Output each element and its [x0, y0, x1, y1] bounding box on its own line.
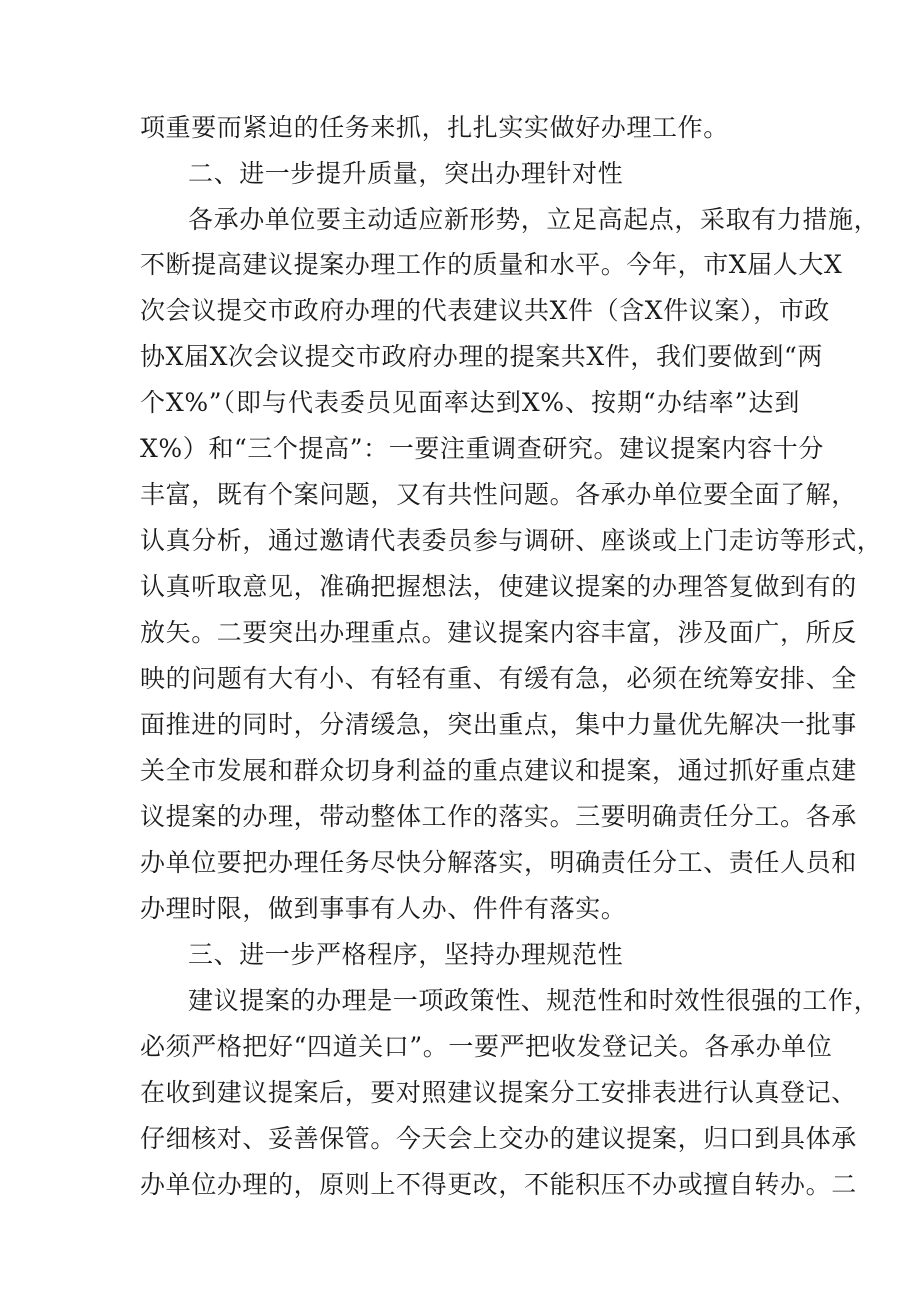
- text-line: 办单位办理的，原则上不得更改，不能积压不办或擅自转办。二: [140, 1170, 857, 1199]
- text-line: 认真分析，通过邀请代表委员参与调研、座谈或上门走访等形式，: [140, 526, 883, 555]
- text-line: 协X届X次会议提交市政府办理的提案共X件，我们要做到“两: [140, 342, 823, 371]
- text-line: 认真听取意见，准确把握想法，使建议提案的办理答复做到有的: [140, 572, 857, 601]
- text-line: X%）和“三个提高”：一要注重调查研究。建议提案内容十分: [140, 434, 824, 463]
- section-heading-3: 三、进一步严格程序，坚持办理规范性: [188, 940, 624, 969]
- text-line: 办单位要把办理任务尽快分解落实，明确责任分工、责任人员和: [140, 848, 857, 877]
- text-line: 仔细核对、妥善保管。今天会上交办的建议提案，归口到具体承: [140, 1124, 857, 1153]
- text-line: 关全市发展和群众切身利益的重点建议和提案，通过抓好重点建: [140, 756, 857, 785]
- section-heading-2: 二、进一步提升质量，突出办理针对性: [188, 159, 624, 188]
- text-line: 项重要而紧迫的任务来抓，扎扎实实做好办理工作。: [140, 113, 729, 142]
- text-line: 建议提案的办理是一项政策性、规范性和时效性很强的工作，: [188, 986, 880, 1015]
- text-line: 办理时限，做到事事有人办、件件有落实。: [140, 894, 627, 923]
- text-line: 个X%”（即与代表委员见面率达到X%、按期“办结率”达到: [140, 388, 800, 417]
- text-line: 面推进的同时，分清缓急，突出重点，集中力量优先解决一批事: [140, 710, 857, 739]
- text-line: 丰富，既有个案问题，又有共性问题。各承办单位要全面了解，: [140, 480, 857, 509]
- text-line: 在收到建议提案后，要对照建议提案分工安排表进行认真登记、: [140, 1078, 857, 1107]
- text-line: 不断提高建议提案办理工作的质量和水平。今年，市X届人大X: [140, 250, 843, 279]
- text-line: 必须严格把好“四道关口”。一要严把收发登记关。各承办单位: [140, 1032, 833, 1061]
- text-line: 次会议提交市政府办理的代表建议共X件（含X件议案），市政: [140, 296, 830, 325]
- text-line: 各承办单位要主动适应新形势，立足高起点，采取有力措施，: [188, 205, 880, 234]
- text-line: 放矢。二要突出办理重点。建议提案内容丰富，涉及面广，所反: [140, 618, 857, 647]
- text-line: 映的问题有大有小、有轻有重、有缓有急，必须在统筹安排、全: [140, 664, 857, 693]
- text-line: 议提案的办理，带动整体工作的落实。三要明确责任分工。各承: [140, 802, 857, 831]
